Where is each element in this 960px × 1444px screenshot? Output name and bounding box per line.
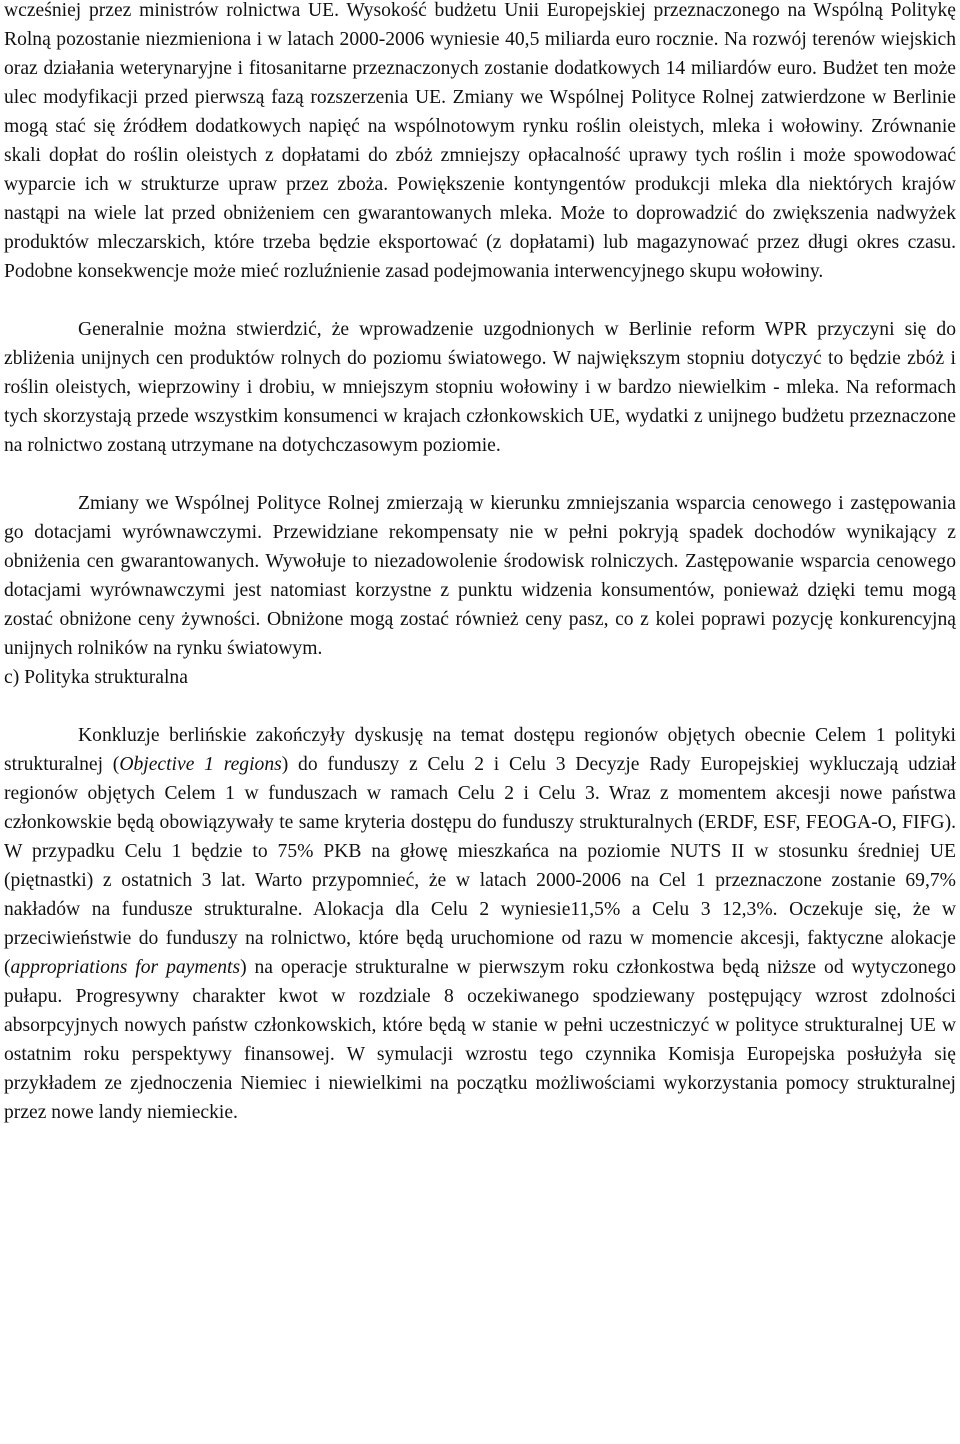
paragraph-4-text-3: ) na operacje strukturalne w pierwszym roku członkostwa będą niższe od wytyczonego pułapu. Progresywny charakter kwot w rozdziale 8 oczekiwanego spodziewany postępujący wzrost zdolności absorpcyjnych nowych państw członkowskich, które będą w stanie w pełni uczestniczyć w polityce strukturalnej UE w ostatnim roku perspektywy finansowej. W symulacji wzrostu tego czynnika Komisja Europejska posłużyła się przykładem ze zjednoczenia Niemiec i niewielkimi na początku możliwościami wykorzystania pomocy strukturalnej przez nowe landy niemieckie. [4, 957, 956, 1123]
paragraph-berlin-reform-summary: Generalnie można stwierdzić, że wprowadzenie uzgodnionych w Berlinie reform WPR przyczyni się do zbliżenia unijnych cen produktów rolnych do poziomu światowego. W największym stopniu dotyczyć to będzie zbóż i roślin oleistych, wieprzowiny i drobiu, w mniejszym stopniu wołowiny i w bardzo niewielkim - mleka. Na reformach tych skorzystają przede wszystkim konsumenci w krajach członkowskich UE, wydatki z unijnego budżetu przeznaczone na rolnictwo zostaną utrzymane na dotychczasowym poziomie. [4, 319, 956, 456]
paragraph-price-support-changes: Zmiany we Wspólnej Polityce Rolnej zmierzają w kierunku zmniejszania wsparcia cenowego i zastępowania go dotacjami wyrównawczymi. Przewidziane rekompensaty nie w pełni pokryją spadek dochodów wynikający z obniżenia cen gwarantowanych. Wywołuje to niezadowolenie środowisk rolniczych. Zastępowanie wsparcia cenowego dotacjami wyrównawczymi jest natomiast korzystne z punktu widzenia konsumentów, ponieważ dzięki temu mogą zostać obniżone ceny żywności. Obniżone mogą zostać również ceny pasz, co z kolei poprawi pozycję konkurencyjną unijnych rolników na rynku światowym. [4, 493, 956, 659]
paragraph-agricultural-budget: wcześniej przez ministrów rolnictwa UE. Wysokość budżetu Unii Europejskiej przeznaczonego na Wspólną Politykę Rolną pozostanie niezmieniona i w latach 2000-2006 wyniesie 40,5 miliarda euro rocznie. Na rozwój terenów wiejskich oraz działania weterynaryjne i fitosanitarne przeznaczonych zostanie dodatkowych 14 miliardów euro. Budżet ten może ulec modyfikacji przed pierwszą fazą rozszerzenia UE. Zmiany we Wspólnej Polityce Rolnej zatwierdzone w Berlinie mogą stać się źródłem dodatkowych napięć na wspólnotowym rynku roślin oleistych, mleka i wołowiny. Zrównanie skali dopłat do roślin oleistych z dopłatami do zbóż zmniejszy opłacalność uprawy tych roślin i może spowodować wyparcie ich w strukturze upraw przez zboża. Powiększenie kontyngentów produkcji mleka dla niektórych krajów nastąpi na wiele lat przed obniżeniem cen gwarantowanych mleka. Może to doprowadzić do zwiększenia nadwyżek produktów mleczarskich, które trzeba będzie eksportować (z dopłatami) lub magazynować przez długi okres czasu. Podobne konsekwencje może mieć rozluźnienie zasad podejmowania interwencyjnego skupu wołowiny. [4, 0, 956, 282]
paragraph-4-text-2: ) do funduszy z Celu 2 i Celu 3 Decyzje Rady Europejskiej wykluczają udział regionów objętych Celem 1 w funduszach w ramach Celu 2 i Celu 3. Wraz z momentem akcesji nowe państwa członkowskie będą obowiązywały te same kryteria dostępu do funduszy strukturalnych (ERDF, ESF, FEOGA-O, FIFG). W przypadku Celu 1 będzie to 75% PKB na głowę mieszkańca na poziomie NUTS II w stosunku średniej UE (piętnastki) z ostatnich 3 lat. Warto przypomnieć, że w latach 2000-2006 na Cel 1 przeznaczone zostanie 69,7% nakładów na fundusze strukturalne. Alokacja dla Celu 2 wyniesie11,5% a Celu 3 12,3%. Oczekuje się, że w przeciwieństwie do funduszy na rolnictwo, które będą uruchomione od razu w momencie akcesji, faktyczne alokacje ( [4, 754, 956, 978]
paragraph-structural-funds [4, 721, 956, 1127]
paragraph-4-text-1: Konkluzje berlińskie zakończyły dyskusję na temat dostępu regionów objętych obecnie Celem 1 polityki strukturalnej ( [4, 725, 956, 775]
section-heading-structural-policy: c) Polityka strukturalna [4, 667, 188, 688]
paragraph-4-italic-appropriations: appropriations for payments [10, 957, 241, 978]
paragraph-4-italic-objective: Objective 1 regions [119, 754, 282, 775]
document-page [4, 0, 956, 1127]
